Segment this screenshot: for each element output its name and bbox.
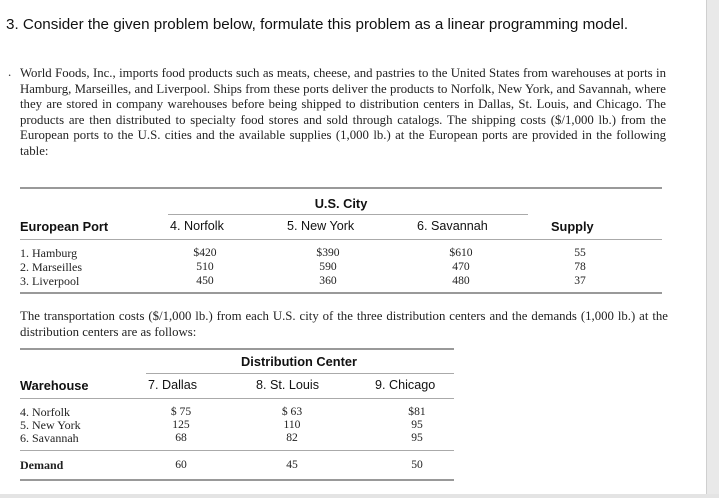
problem-paragraph: World Foods, Inc., imports food products such as meats, cheese, and pastries to the United States from warehouses at ports in Hamburg, Marseilles, and Liverpool. Ships from these ports deliver the products to Norfolk, New York, and Savannah, where they are stored in company warehouses before being shipped to distribution centers in Dallas, St. Louis, and Chicago. The products are then distributed to specialty food stores and sold through catalogs. The shipping costs ($/1,000 lb.) from the European ports to the U.S. cities and the available supplies (1,000 lb.) at the European ports are provided in the following table: [20,66,666,158]
column-header: 8. St. Louis [256,378,320,392]
cost-cell: $390 [316,246,340,259]
table-rule-top [20,187,662,189]
cost-cell: 590 [319,260,337,273]
group-header: U.S. City [314,196,368,211]
cost-cell: $81 [408,405,426,418]
column-header: 7. Dallas [148,378,197,392]
group-header: Distribution Center [241,354,357,369]
cost-cell: 68 [175,431,187,444]
bullet-mark: . [8,64,12,79]
cost-cell: $ 63 [281,405,303,418]
page-margin [707,0,719,498]
table-rule-top [20,348,454,350]
group-rule [168,214,528,215]
cost-cell: 110 [283,418,301,431]
row-label: 3. Liverpool [20,274,80,288]
cost-cell: 480 [452,274,470,287]
column-header: 5. New York [287,219,355,233]
cost-cell: 470 [452,260,470,273]
demand-rule [20,450,454,451]
row-label: 5. New York [20,418,81,432]
column-header: 4. Norfolk [170,219,224,233]
cost-cell: 360 [319,274,337,287]
row-label: 1. Hamburg [20,246,78,260]
demand-cell: 45 [286,458,298,471]
supply-cell: 55 [574,246,586,259]
cost-cell: 125 [172,418,190,431]
column-header: 9. Chicago [375,378,436,392]
group-rule [146,373,454,374]
row-label: 2. Marseilles [20,260,82,274]
demand-cell: 60 [175,458,187,471]
demand-label: Demand [20,458,64,472]
row-header: Warehouse [20,378,89,393]
table-rule-bottom [20,292,662,294]
table-rule-bottom [20,479,454,481]
cost-cell: 95 [411,431,423,444]
row-header: European Port [20,219,109,234]
page-bottom-margin [0,494,719,498]
cost-cell: 510 [196,260,214,273]
supply-header: Supply [551,219,594,234]
question-heading: 3. Consider the given problem below, formulate this problem as a linear programming model. [6,16,629,33]
column-header: 6. Savannah [417,219,488,233]
supply-cell: 78 [574,260,586,273]
supply-cell: 37 [574,274,586,287]
cost-cell: $610 [449,246,473,259]
cost-cell: $ 75 [170,405,192,418]
transport-paragraph: The transportation costs ($/1,000 lb.) from each U.S. city of the three distribution centers and the demands (1,000 lb.) at the distribution centers are as follows: [20,309,668,339]
cost-cell: $420 [193,246,217,259]
cost-cell: 450 [196,274,214,287]
row-label: 4. Norfolk [20,405,70,419]
demand-cell: 50 [411,458,423,471]
row-label: 6. Savannah [20,431,79,445]
cost-cell: 95 [411,418,423,431]
header-rule [20,398,454,399]
header-rule [20,239,662,240]
cost-cell: 82 [286,431,298,444]
